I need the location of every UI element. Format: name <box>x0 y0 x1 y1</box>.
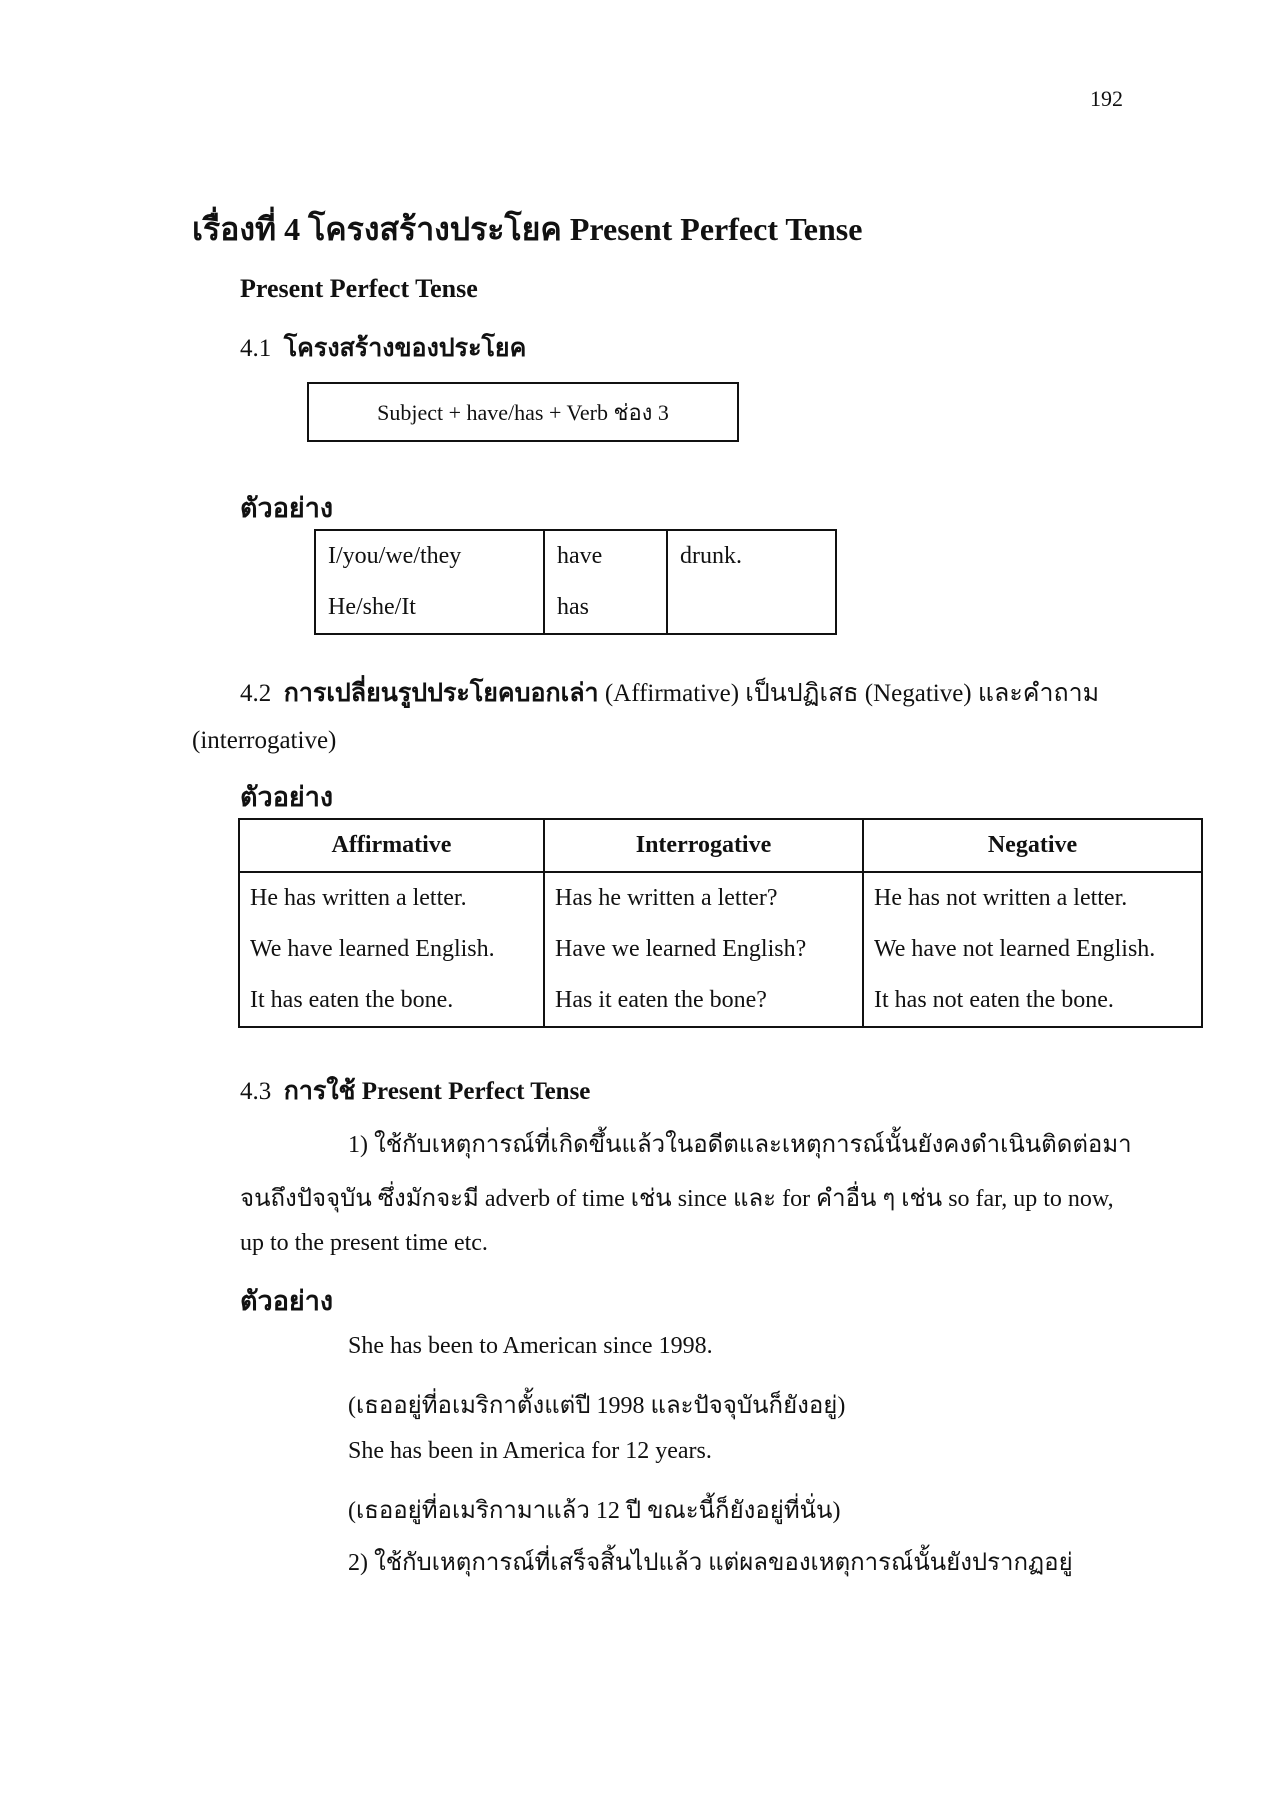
section-4-2-heading <box>240 673 1099 713</box>
subtitle: Present Perfect Tense <box>240 274 478 303</box>
table-row <box>239 872 1202 924</box>
table-row <box>239 924 1202 975</box>
table-cell: He has not written a letter. <box>863 872 1202 924</box>
forms-table <box>238 818 1203 1028</box>
table-cell: It has eaten the bone. <box>239 975 544 1027</box>
structure-table <box>314 529 837 635</box>
table-cell: have <box>544 530 667 582</box>
table-row <box>315 530 836 582</box>
section-4-3-heading <box>240 1071 590 1111</box>
table-cell: I/you/we/they <box>315 530 544 582</box>
table-row <box>315 582 836 634</box>
table-cell <box>667 582 836 634</box>
table-cell: Have we learned English? <box>544 924 863 975</box>
section-4-1-heading <box>240 328 526 368</box>
table-cell: He/she/It <box>315 582 544 634</box>
table-cell: drunk. <box>667 530 836 582</box>
table-cell: Has it eaten the bone? <box>544 975 863 1027</box>
table-row <box>239 975 1202 1027</box>
section-title: การเปลี่ยนรูปประโยคบอกเล่า <box>283 680 599 707</box>
example-label: ตัวอย่าง <box>240 782 334 812</box>
usage-point-2: 2) ใช้กับเหตุการณ์ที่เสร็จสิ้นไปแล้ว แต่ผลของเหตุการณ์นั้นยังปรากฏอยู่ <box>348 1550 1073 1576</box>
table-cell: Has he written a letter? <box>544 872 863 924</box>
formula-text: Subject + have/has + Verb ช่อง 3 <box>377 399 669 425</box>
usage-point-1-line-2: จนถึงปัจจุบัน ซึ่งมักจะมี adverb of time เช่น since และ for คำอื่น ๆ เช่น so far, up to now, <box>240 1186 1114 1212</box>
column-header: Negative <box>863 819 1202 872</box>
section-title: การใช้ Present Perfect Tense <box>283 1078 591 1105</box>
section-4-2-continuation: (interrogative) <box>192 727 337 754</box>
example-sentence: She has been in America for 12 years. <box>348 1438 712 1464</box>
example-label: ตัวอย่าง <box>240 1286 334 1316</box>
usage-point-1: 1) ใช้กับเหตุการณ์ที่เกิดขึ้นแล้วในอดีตและเหตุการณ์นั้นยังคงดำเนินติดต่อมา <box>348 1132 1132 1158</box>
section-text: (Affirmative) เป็นปฏิเสธ (Negative) และคำถาม <box>598 680 1100 707</box>
page-title: เรื่องที่ 4 โครงสร้างประโยค Present Perfect Tense <box>192 211 863 247</box>
column-header: Affirmative <box>239 819 544 872</box>
table-cell: has <box>544 582 667 634</box>
table-cell: He has written a letter. <box>239 872 544 924</box>
example-sentence: She has been to American since 1998. <box>348 1333 713 1359</box>
usage-point-1-line-3: up to the present time etc. <box>240 1230 488 1256</box>
column-header: Interrogative <box>544 819 863 872</box>
table-cell: We have learned English. <box>239 924 544 975</box>
example-translation: (เธออยู่ที่อเมริกามาแล้ว 12 ปี ขณะนี้ก็ยังอยู่ที่นั่น) <box>348 1498 841 1524</box>
page-number: 192 <box>1090 86 1123 111</box>
table-cell: We have not learned English. <box>863 924 1202 975</box>
table-header-row <box>239 819 1202 872</box>
table-cell: It has not eaten the bone. <box>863 975 1202 1027</box>
section-number: 4.1 <box>240 335 272 362</box>
section-number: 4.3 <box>240 1078 272 1105</box>
formula-box <box>307 382 739 442</box>
section-title: โครงสร้างของประโยค <box>283 335 527 362</box>
section-number: 4.2 <box>240 680 272 707</box>
example-translation: (เธออยู่ที่อเมริกาตั้งแต่ปี 1998 และปัจจุบันก็ยังอยู่) <box>348 1393 846 1419</box>
example-label: ตัวอย่าง <box>240 493 334 523</box>
